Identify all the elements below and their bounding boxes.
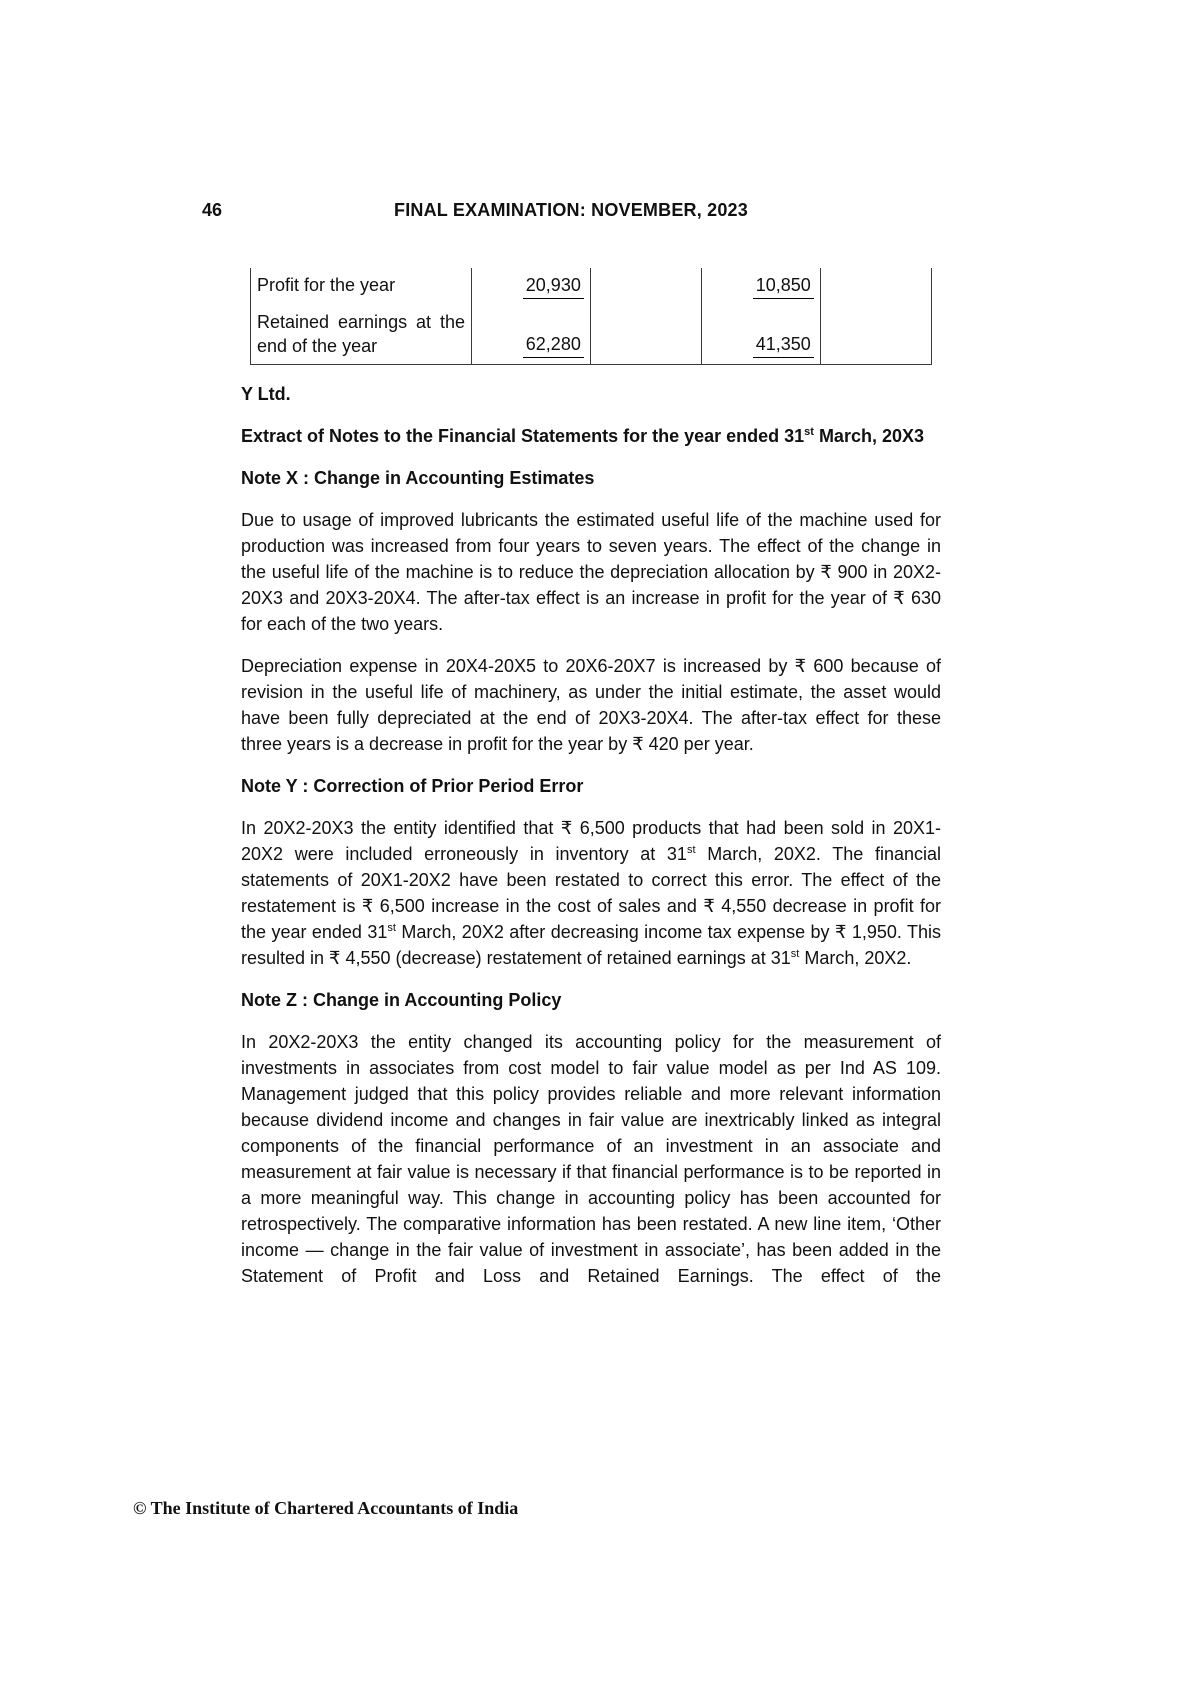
financial-figures-table (250, 268, 932, 365)
note-x-paragraph-1: Due to usage of improved lubricants the estimated useful life of the machine used for production was increased from four years to seven years. The effect of the change in the useful life of the machine is to reduce the depreciation allocation by ₹ 900 in 20X2-20X3 and 20X3-20X4. The after-tax effect is an increase in profit for the year of ₹ 630 for each of the two years. (241, 510, 941, 634)
page-number: 46 (202, 200, 223, 220)
company-name-heading: Y Ltd. (241, 384, 291, 404)
amount-underlined: 10,850 (753, 273, 814, 299)
note-y-paragraph: In 20X2-20X3 the entity identified that ₹ 6,500 products that had been sold in 20X1-20X2 were included erroneously in inventory at 31st March, 20X2. The financial statements of 20X1-20X2 have been restated to correct this error. The effect of the restatement is ₹ 6,500 increase in the cost of sales and ₹ 4,550 decrease in profit for the year ended 31st March, 20X2 after decreasing income tax expense by ₹ 1,950. This resulted in ₹ 4,550 (decrease) restatement of retained earnings at 31st March, 20X2. (241, 818, 941, 968)
row-label: Retained earnings at the end of the year (251, 305, 472, 365)
note-z-heading: Note Z : Change in Accounting Policy (241, 990, 562, 1010)
exam-title: FINAL EXAMINATION: NOVEMBER, 2023 (394, 200, 748, 220)
table-row-retained-earnings (251, 305, 932, 365)
copyright-footer: © The Institute of Chartered Accountants of India (133, 1498, 519, 1518)
row-label: Profit for the year (251, 268, 472, 305)
row-value-other (702, 305, 821, 365)
page-content (241, 268, 941, 1305)
note-x-heading: Note X : Change in Accounting Estimates (241, 468, 595, 488)
amount-underlined: 20,930 (523, 273, 584, 299)
note-y-heading: Note Y : Correction of Prior Period Error (241, 776, 584, 796)
note-z-paragraph: In 20X2-20X3 the entity changed its accounting policy for the measurement of investments in associates from cost model to fair value model as per Ind AS 109. Management judged that this policy provides reliable and more relevant information because dividend income and changes in fair value are inextricably linked as integral components of the financial performance of an investment in an associate and measurement at fair value is necessary if that financial performance is to be reported in a more meaningful way. This change in accounting policy has been accounted for retrospectively. The comparative information has been restated. A new line item, ‘Other income — change in the fair value of investment in associate’, has been added in the Statement of Profit and Loss and Retained Earnings. The effect of the (241, 1032, 941, 1286)
amount-underlined: 62,280 (523, 332, 584, 358)
amount-underlined: 41,350 (753, 332, 814, 358)
table-row-profit (251, 268, 932, 305)
empty-cell (820, 268, 931, 305)
row-value-other (702, 268, 821, 305)
row-value-yltd (472, 305, 591, 365)
empty-cell (590, 268, 701, 305)
row-value-yltd (472, 268, 591, 305)
note-x-paragraph-2: Depreciation expense in 20X4-20X5 to 20X6-20X7 is increased by ₹ 600 because of revision in the useful life of machinery, as under the initial estimate, the asset would have been fully depreciated at the end of 20X3-20X4. The after-tax effect for these three years is a decrease in profit for the year by ₹ 420 per year. (241, 656, 941, 754)
page-header (202, 200, 940, 224)
extract-title-heading: Extract of Notes to the Financial Statements for the year ended 31st March, 20X3 (241, 426, 924, 446)
empty-cell (590, 305, 701, 365)
empty-cell (820, 305, 931, 365)
